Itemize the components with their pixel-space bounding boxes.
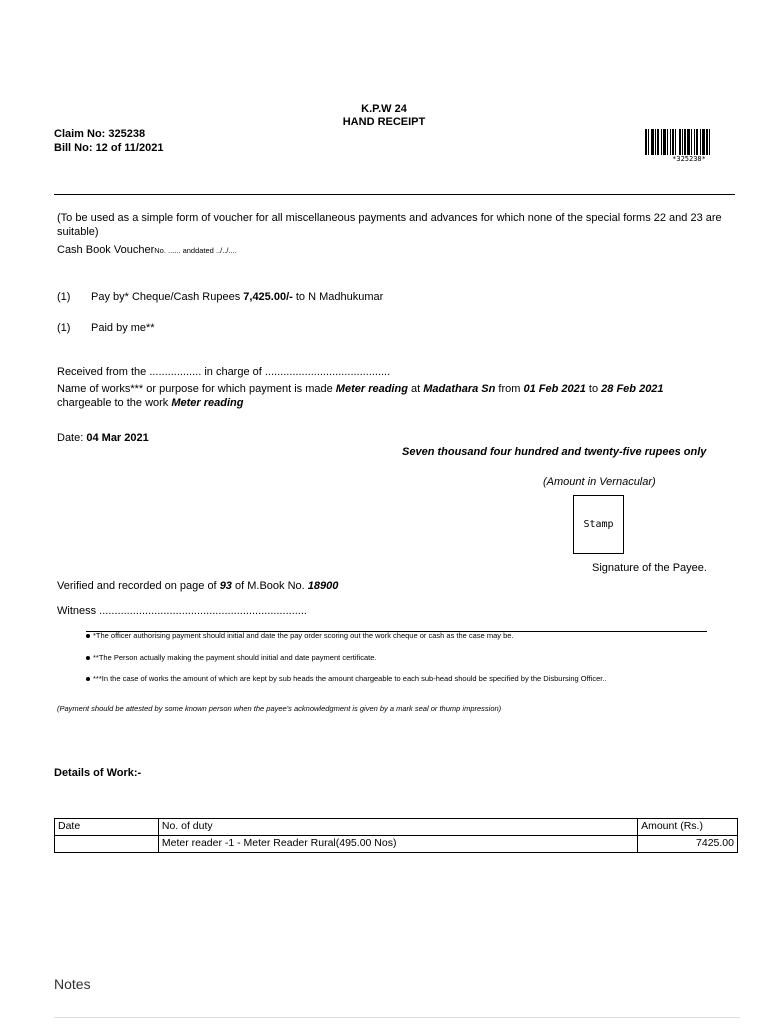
verified-prefix: Verified and recorded on page of bbox=[57, 580, 220, 592]
work-details-table bbox=[54, 818, 738, 853]
verified-line bbox=[57, 580, 338, 592]
barcode-bar bbox=[655, 129, 656, 155]
pay-amount: 7,425.00/- bbox=[243, 291, 293, 303]
pay-suffix: to N Madhukumar bbox=[292, 291, 384, 303]
verified-middle: of M.Book No. bbox=[231, 580, 308, 592]
barcode-bar bbox=[661, 129, 662, 155]
barcode-bar bbox=[706, 129, 708, 155]
intro-line-1: (To be used as a simple form of voucher for all miscellaneous payments and advances for which none of the special forms 22 and 23 are bbox=[57, 212, 722, 224]
payee-signature-label: Signature of the Payee. bbox=[592, 562, 707, 574]
barcode-bar bbox=[672, 129, 674, 155]
verified-page: 93 bbox=[219, 580, 232, 592]
barcode-bar bbox=[679, 129, 681, 155]
bullet-icon bbox=[86, 677, 90, 681]
barcode-bar bbox=[675, 129, 676, 155]
voucher-detail: No. ...... anddated ../../.... bbox=[154, 246, 237, 255]
works-at: at bbox=[407, 383, 424, 395]
barcode-bar bbox=[682, 129, 683, 155]
claim-no bbox=[54, 128, 145, 140]
chargeable-prefix: chargeable to the work bbox=[57, 397, 172, 409]
bullet-icon bbox=[86, 656, 90, 660]
table-row bbox=[55, 836, 738, 853]
pay-number: (1) bbox=[57, 291, 71, 303]
pay-line bbox=[91, 291, 383, 303]
barcode-bar bbox=[700, 129, 701, 155]
barcode-bar bbox=[648, 129, 649, 155]
barcode-bar bbox=[696, 129, 698, 155]
amount-in-words: Seven thousand four hundred and twenty-five rupees only bbox=[402, 446, 707, 458]
received-from: Received from the ................. in charge of ......................................... bbox=[57, 366, 391, 378]
form-title: HAND RECEIPT bbox=[342, 116, 426, 128]
bullet-icon bbox=[86, 634, 90, 638]
date-label: Date: bbox=[57, 432, 87, 444]
cell-amount: 7425.00 bbox=[638, 836, 738, 853]
barcode-text: *325238* bbox=[672, 155, 706, 163]
date-value: 04 Mar 2021 bbox=[86, 432, 149, 444]
works-purpose: Meter reading bbox=[335, 383, 408, 395]
chargeable-work: Meter reading bbox=[171, 397, 244, 409]
bill-no-value: 12 of 11/2021 bbox=[95, 142, 164, 154]
barcode-bar bbox=[694, 129, 695, 155]
voucher-label: Cash Book Voucher bbox=[57, 244, 155, 256]
footnote-2: **The Person actually making the payment should initial and date payment certificate. bbox=[93, 653, 377, 662]
barcode-bar bbox=[657, 129, 659, 155]
barcode-bar bbox=[691, 129, 692, 155]
chargeable-line bbox=[57, 397, 244, 409]
amount-vernacular-label: (Amount in Vernacular) bbox=[543, 476, 656, 488]
works-to-date: 28 Feb 2021 bbox=[601, 383, 664, 395]
works-to: to bbox=[585, 383, 602, 395]
attestation-note: (Payment should be attested by some known person when the payee's acknowledgment is given by a mark seal or thump impression) bbox=[57, 704, 502, 713]
details-of-work-title: Details of Work:- bbox=[54, 767, 142, 779]
paid-by-me: Paid by me** bbox=[91, 322, 155, 334]
witness-line: Witness .................................................................... bbox=[57, 605, 307, 617]
form-code: K.P.W 24 bbox=[361, 103, 407, 115]
intro-line-2: suitable) bbox=[57, 226, 99, 238]
barcode-bar bbox=[684, 129, 686, 155]
stamp-label: Stamp bbox=[583, 519, 614, 530]
barcode-bar bbox=[651, 129, 654, 155]
header-no-of-duty: No. of duty bbox=[158, 819, 637, 836]
header-date: Date bbox=[55, 819, 159, 836]
barcode-bar bbox=[670, 129, 671, 155]
cell-date bbox=[55, 836, 159, 853]
claim-no-value: 325238 bbox=[108, 128, 146, 140]
barcode-bar bbox=[687, 129, 690, 155]
pay-prefix: Pay by* Cheque/Cash Rupees bbox=[91, 291, 244, 303]
verified-book: 18900 bbox=[307, 580, 339, 592]
bill-no bbox=[54, 142, 163, 154]
cell-duty: Meter reader -1 - Meter Reader Rural(495.00 Nos) bbox=[158, 836, 637, 853]
works-line bbox=[57, 383, 664, 395]
barcode-bar bbox=[709, 129, 710, 155]
table-header-row bbox=[55, 819, 738, 836]
barcode-bar bbox=[702, 129, 705, 155]
header-amount: Amount (Rs.) bbox=[638, 819, 738, 836]
barcode-bar bbox=[663, 129, 666, 155]
notes-divider bbox=[54, 1017, 740, 1018]
works-place: Madathara Sn bbox=[423, 383, 496, 395]
works-from-date: 01 Feb 2021 bbox=[523, 383, 586, 395]
barcode-bar bbox=[645, 129, 647, 155]
notes-title: Notes bbox=[54, 976, 91, 992]
claim-no-label: Claim No: bbox=[54, 128, 106, 140]
barcode-image bbox=[645, 129, 733, 155]
stamp-box bbox=[573, 495, 624, 554]
header-divider bbox=[54, 194, 735, 195]
barcode-bar bbox=[667, 129, 668, 155]
date-line bbox=[57, 432, 149, 444]
bill-no-label: Bill No: bbox=[54, 142, 93, 154]
footnote-3: ***In the case of works the amount of which are kept by sub heads the amount chargeable to each sub-head should be specified by the Disbursing Officer.. bbox=[93, 674, 607, 683]
paid-number: (1) bbox=[57, 322, 71, 334]
cash-book-voucher bbox=[57, 244, 237, 256]
works-prefix: Name of works*** or purpose for which payment is made bbox=[57, 383, 336, 395]
footnote-1: *The officer authorising payment should initial and date the pay order scoring out the work cheque or cash as the case may be. bbox=[93, 631, 514, 640]
works-from: from bbox=[495, 383, 524, 395]
